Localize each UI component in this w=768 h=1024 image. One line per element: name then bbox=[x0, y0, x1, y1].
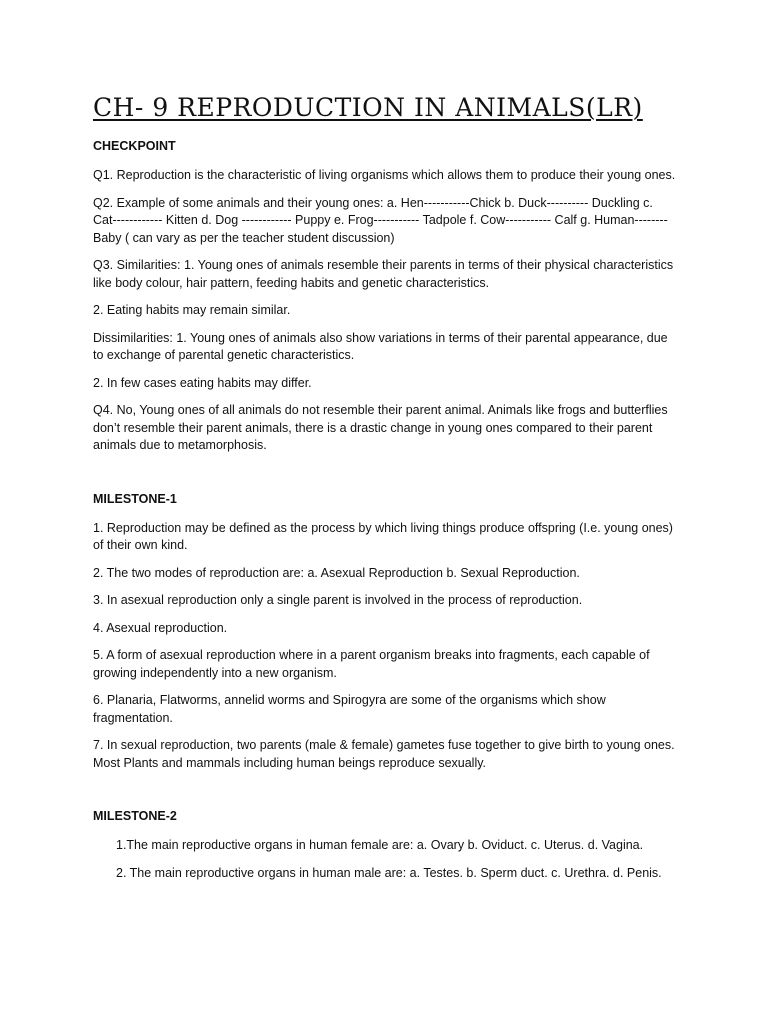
milestone1-item-6: 6. Planaria, Flatworms, annelid worms and Spirogyra are some of the organisms which show fragmentation. bbox=[93, 693, 606, 725]
milestone1-heading: MILESTONE-1 bbox=[93, 491, 177, 506]
milestone1-item-5: 5. A form of asexual reproduction where in a parent organism breaks into fragments, each capable of growing independently into a new organism. bbox=[93, 648, 650, 680]
checkpoint-q1: Q1. Reproduction is the characteristic of living organisms which allows them to produce their young ones. bbox=[93, 168, 676, 182]
checkpoint-heading: CHECKPOINT bbox=[93, 139, 176, 153]
checkpoint-q3-similarity-2: 2. Eating habits may remain similar. bbox=[93, 303, 291, 317]
milestone1-item-2: 2. The two modes of reproduction are: a. Asexual Reproduction b. Sexual Reproduction. bbox=[93, 565, 580, 580]
checkpoint-q4: Q4. No, Young ones of all animals do not resemble their parent animal. Animals like frogs and butterflies don’t resemble their parent animals, there is a drastic change in young ones compared to their parent animals due to metamorphosis. bbox=[93, 403, 668, 452]
checkpoint-q2: Q2. Example of some animals and their young ones: a. Hen-----------Chick b. Duck---------- Duckling c. Cat------------ Kitten d. Dog ------------ Puppy e. Frog----------- Tadpole f. Cow----------- Calf g. Human-------- Baby ( can vary as per the teacher student discussion) bbox=[93, 195, 668, 245]
checkpoint-q3-dissimilarities: Dissimilarities: 1. Young ones of animals also show variations in terms of their parental appearance, due to exchange of parental genetic characteristics. bbox=[93, 330, 668, 362]
checkpoint-section bbox=[93, 138, 676, 455]
milestone2-section bbox=[93, 808, 676, 882]
milestone1-section bbox=[93, 491, 676, 773]
milestone2-item-1: 1.The main reproductive organs in human female are: a. Ovary b. Oviduct. c. Uterus. d. Vagina. bbox=[116, 838, 644, 852]
section-spacer bbox=[93, 782, 676, 808]
milestone1-item-1: 1. Reproduction may be defined as the process by which living things produce offspring (I.e. young ones) of their own kind. bbox=[93, 520, 673, 552]
checkpoint-q3-dissimilarity-2: 2. In few cases eating habits may differ. bbox=[93, 375, 312, 390]
page-title: CH- 9 REPRODUCTION IN ANIMALS(LR) bbox=[93, 93, 643, 122]
milestone1-item-7: 7. In sexual reproduction, two parents (male & female) gametes fuse together to give birth to young ones. Most Plants and mammals including human beings reproduce sexually. bbox=[93, 738, 675, 770]
milestone2-item-2: 2. The main reproductive organs in human male are: a. Testes. b. Sperm duct. c. Urethra. d. Penis. bbox=[116, 865, 662, 880]
checkpoint-q3-similarities: Q3. Similarities: 1. Young ones of animals resemble their parents in terms of their physical characteristics like body colour, hair pattern, feeding habits and genetic characteristics. bbox=[93, 258, 674, 290]
milestone1-item-4: 4. Asexual reproduction. bbox=[93, 620, 228, 635]
section-spacer bbox=[93, 465, 676, 491]
milestone2-heading: MILESTONE-2 bbox=[93, 809, 177, 823]
milestone1-item-3: 3. In asexual reproduction only a single parent is involved in the process of reproduction. bbox=[93, 593, 583, 607]
